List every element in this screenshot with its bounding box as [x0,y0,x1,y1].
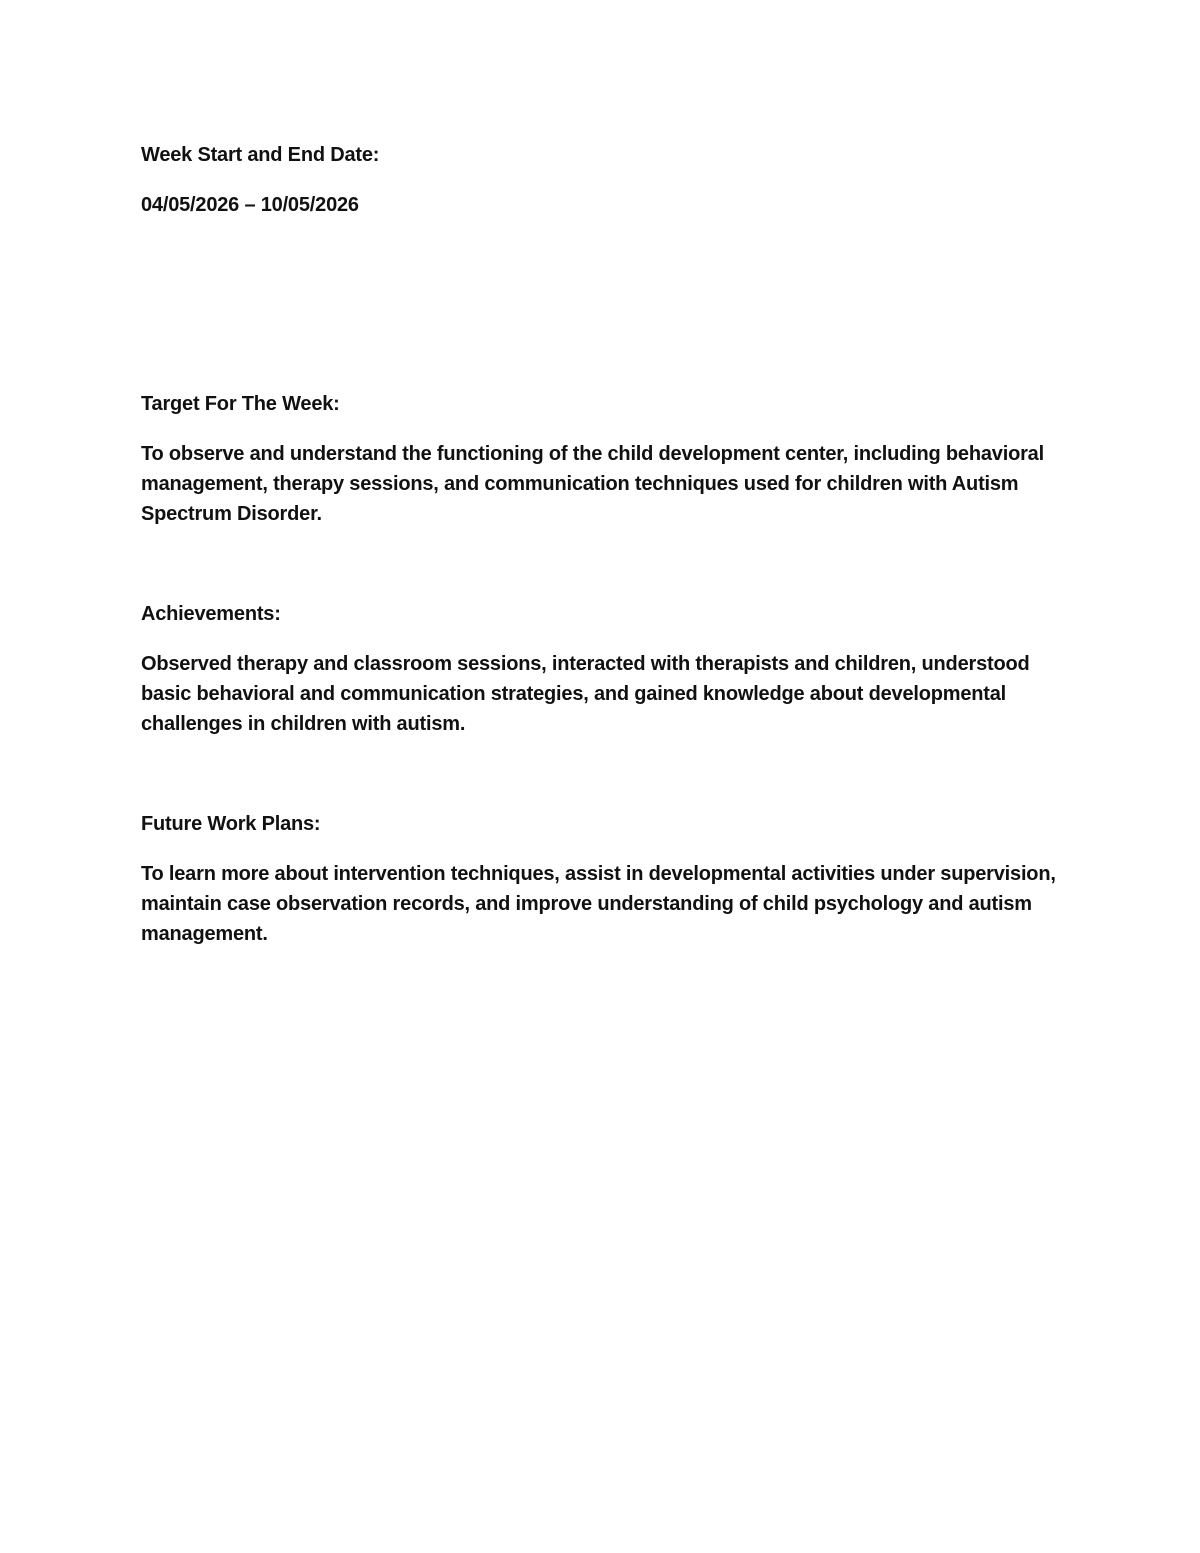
target-text: To observe and understand the functioning of the child development center, including behavioral management, therapy sessions, and communication techniques used for children with Autism Spectrum Disorder. [141,443,1044,525]
future-plans-section [141,811,1071,949]
week-dates-section [141,142,1071,220]
achievements-text: Observed therapy and classroom sessions, interacted with therapists and children, understood basic behavioral and communication strategies, and gained knowledge about developmental challenges in children with autism. [141,653,1030,735]
achievements-section [141,601,1071,739]
week-dates-label: Week Start and End Date: [141,144,380,166]
target-section [141,391,1071,529]
future-plans-text: To learn more about intervention techniques, assist in developmental activities under supervision, maintain case observation records, and improve understanding of child psychology and autism management. [141,863,1056,945]
target-label: Target For The Week: [141,393,340,415]
future-plans-label: Future Work Plans: [141,813,321,835]
achievements-label: Achievements: [141,603,281,625]
week-dates-value: 04/05/2026 – 10/05/2026 [141,194,359,216]
